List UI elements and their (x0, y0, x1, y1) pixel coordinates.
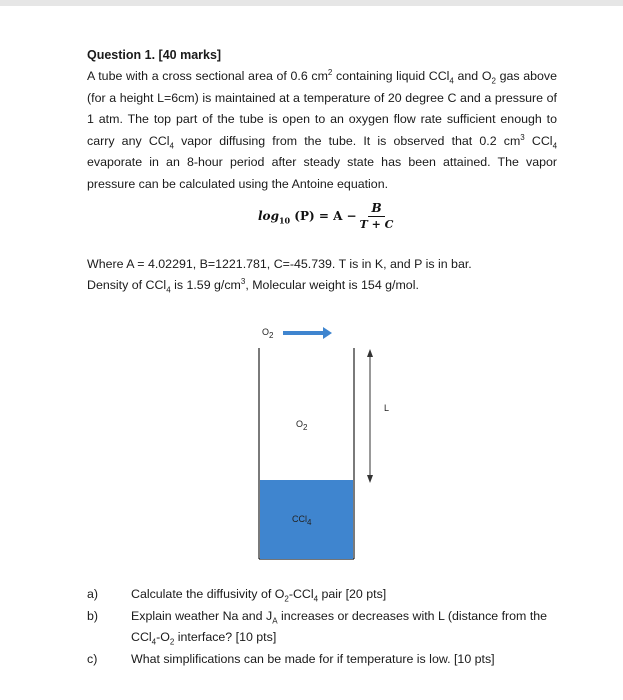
equation-denominator: T + C (359, 218, 394, 231)
o2-top-label: $O_2$ (262, 327, 274, 340)
tube-diagram (240, 318, 410, 568)
question-block (87, 48, 557, 196)
question-title: Question 1. [40 marks] (87, 48, 222, 62)
length-arrow-bottom (367, 475, 373, 483)
length-label: L (384, 403, 390, 413)
o2-gas-label: $O_2$ (296, 419, 308, 432)
ccl4-label: CCl$_4$ (292, 514, 312, 527)
subquestion-c: c) What simplifications can be made for if temperature is low. [10 pts] (87, 651, 495, 666)
equation-fraction (360, 201, 394, 231)
length-arrow-top (367, 349, 373, 357)
equation-numerator: B (368, 201, 384, 217)
density-line: Density of CCl$_4$ is 1.59 $g/cm^3$, Molecular weight is 154 g/mol. (87, 276, 419, 295)
question-body: A tube with a cross sectional area of 0.6 $cm^2$ containing liquid CCl$_4$ and $O_2$ gas above (for a height L=6cm) is maintained at a temperature of 20 degree C and a pressure of 1 atm. The top part of the tube is open to an oxygen flow rate sufficient enough to carry any CCl$_4$ vapor diffusing from the tube. It is observed that 0.2 $cm^3$ CCl$_4$ evaporate in an 8-hour period after steady state has been attained. The vapor pressure can be calculated using the Antoine equation. (87, 67, 558, 191)
constants-block (87, 254, 557, 296)
subquestions-list (87, 584, 557, 670)
antoine-equation: $\log_{10} (P) = A$ − $\frac{B}{T + C}$ (258, 201, 394, 231)
top-edge-bar (0, 0, 623, 6)
antoine-constants: Where A = 4.02291, B=1221.781, C=-45.739. T is in K, and P is in bar. (87, 257, 472, 271)
subquestion-b: b) Explain weather Na and $J_A$ increases or decreases with L (distance from the $CCl_4-O_2$ interface? [10 pts] (87, 608, 548, 647)
o2-flow-arrow (283, 327, 332, 339)
subquestion-a: a) Calculate the diffusivity of $O_2-CCl_4$ pair [20 pts] (87, 587, 387, 604)
